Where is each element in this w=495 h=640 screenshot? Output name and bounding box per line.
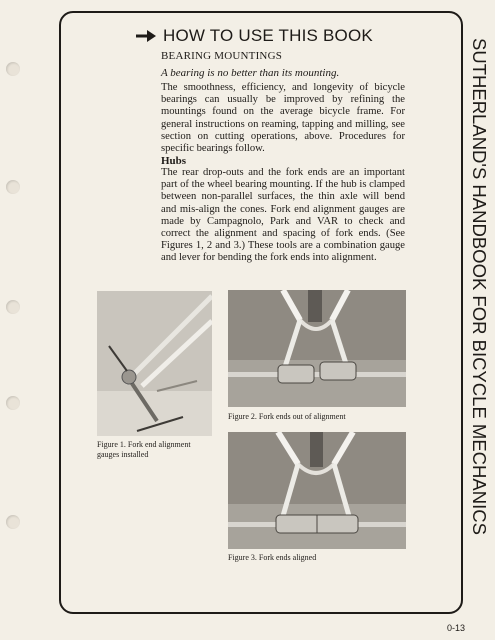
intro-paragraph: The smoothness, efficiency, and longevity of bicycle bearings can usually be improved by refining the mountings found on the average bicycle frame. For general instructions on reaming, tapping and milling, see section on cutting operations, above. Procedures for specific bearings follow. (161, 82, 405, 155)
figure-3-caption: Figure 3. Fork ends aligned (228, 553, 317, 562)
arrow-right-icon (135, 29, 157, 43)
section-title: BEARING MOUNTINGS (161, 50, 283, 62)
hubs-paragraph: The rear drop-outs and the fork ends are an important part of the wheel bearing mounting. If the hub is clamped between non-parallel surfaces, the thin axle will bend and mis-align the cones. Fork end alignment gauges are made by Campagnolo, Park and VAR to check and correct the alignment and spacing of fork ends. (See Figures 1, 2 and 3.) These tools are a combination gauge and lever for bending the fork ends into alignment. (161, 167, 405, 264)
figure-2-photo (228, 290, 406, 407)
book-spine-title (467, 36, 491, 536)
binder-hole (6, 515, 20, 529)
binder-hole (6, 396, 20, 410)
hubs-heading: Hubs (161, 155, 187, 167)
binder-hole (6, 300, 20, 314)
binder-hole (6, 180, 20, 194)
binder-hole (6, 62, 20, 76)
section-subtitle: A bearing is no better than its mounting. (161, 67, 340, 79)
page-number: 0-13 (447, 623, 466, 633)
spine-text: SUTHERLAND'S HANDBOOK FOR BICYCLE MECHANICS (469, 37, 490, 535)
figure-1-photo (97, 291, 212, 436)
page-header (135, 26, 373, 46)
figure-3-photo (228, 432, 406, 549)
figure-2-caption: Figure 2. Fork ends out of alignment (228, 412, 346, 421)
page-title: HOW TO USE THIS BOOK (163, 26, 373, 45)
figure-1-caption: Figure 1. Fork end alignment gauges installed (97, 440, 191, 459)
